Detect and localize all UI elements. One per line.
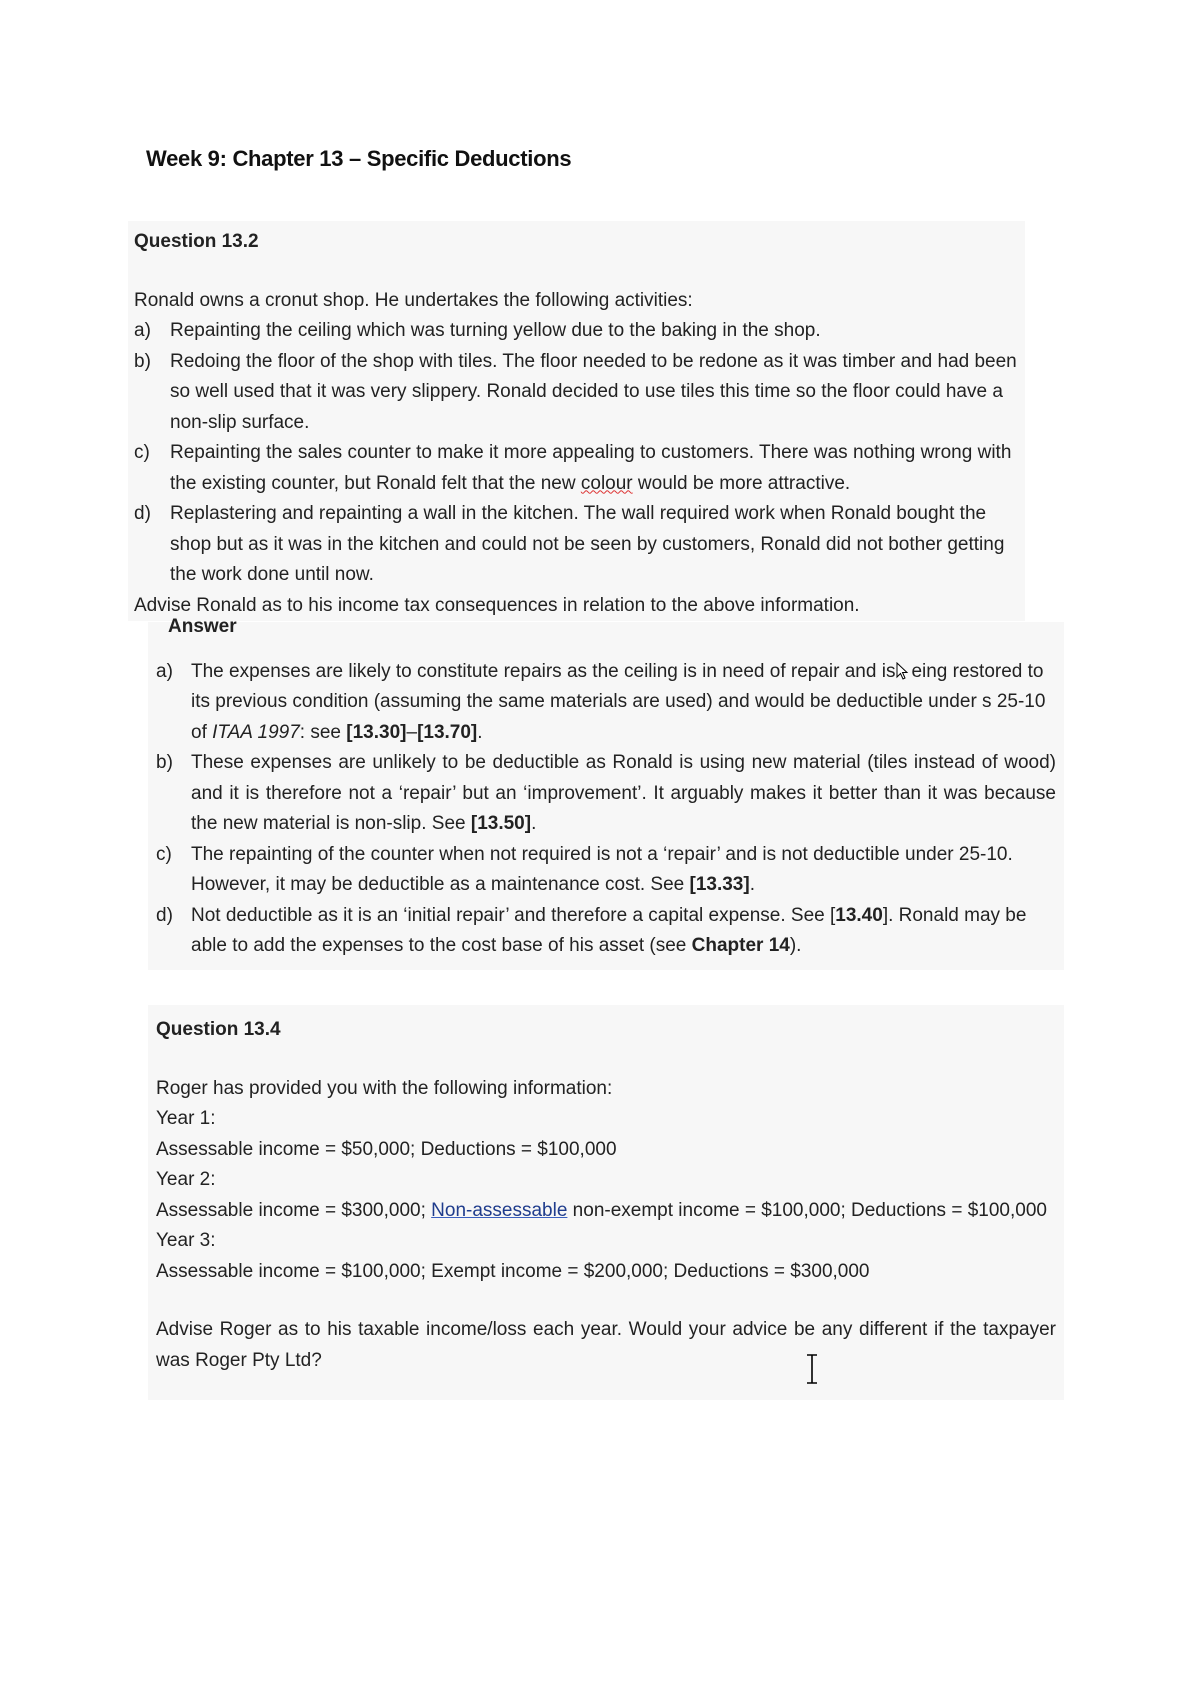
item-label: a) xyxy=(134,320,151,341)
answer-heading: Answer xyxy=(168,616,237,637)
answer-13-2 xyxy=(148,616,1064,970)
item-label: d) xyxy=(134,503,151,524)
item-text: Replastering and repainting a wall in the kitchen. The wall required work when Ronald bought the shop but as it was in the kitchen and could not be seen by customers, Ronald did not bother getting the work done until now. xyxy=(170,503,1005,585)
page-title: Week 9: Chapter 13 – Specific Deductions xyxy=(146,146,572,171)
year-label: Year 3: xyxy=(156,1230,216,1251)
year-values: Assessable income = $50,000; Deductions = $100,000 xyxy=(156,1138,617,1160)
question-intro: Ronald owns a cronut shop. He undertakes the following activities: xyxy=(134,289,693,311)
item-label: b) xyxy=(134,350,151,372)
question-closing: Advise Roger as to his taxable income/loss each year. Would your advice be any different if the taxpayer was Roger Pty Ltd? xyxy=(156,1319,1056,1371)
text-cursor-icon xyxy=(804,1354,820,1384)
list-item xyxy=(134,438,1019,499)
year-values: Assessable income = $100,000; Exempt income = $200,000; Deductions = $300,000 xyxy=(156,1260,870,1282)
list-item xyxy=(134,347,1019,439)
question-13-4 xyxy=(148,1005,1064,1400)
list-item xyxy=(156,840,1056,901)
question-13-2 xyxy=(128,221,1025,621)
year-label: Year 1: xyxy=(156,1108,216,1129)
item-label: c) xyxy=(134,442,150,463)
question-closing: Advise Ronald as to his income tax consequences in relation to the above information. xyxy=(134,594,860,616)
item-text: The repainting of the counter when not required is not a ‘repair’ and is not deductible under 25-10. However, it may be deductible as a maintenance cost. See [13.33]. xyxy=(191,843,1013,895)
item-text: Repainting the sales counter to make it more appealing to customers. There was nothing wrong with the existing counter, but Ronald felt that the new colour would be more attractive. xyxy=(170,442,1012,494)
item-text: Repainting the ceiling which was turning yellow due to the baking in the shop. xyxy=(170,320,821,341)
year-label: Year 2: xyxy=(156,1169,216,1190)
list-item xyxy=(156,657,1056,749)
item-label: b) xyxy=(156,752,173,773)
mouse-pointer-icon xyxy=(896,662,910,680)
item-label: d) xyxy=(156,904,173,926)
question-intro: Roger has provided you with the following information: xyxy=(156,1077,613,1099)
item-text: The expenses are likely to constitute repairs as the ceiling is in need of repair and is eing restored to its previous condition (assuming the same materials are used) and would be deductible under s 25-10 of ITAA 1997: see [13.30]–[13.70]. xyxy=(191,660,1046,743)
non-assessable-link[interactable]: Non-assessable xyxy=(431,1199,568,1221)
item-label: a) xyxy=(156,660,173,682)
item-label: c) xyxy=(156,843,172,865)
list-item xyxy=(134,316,1019,347)
item-text: These expenses are unlikely to be deductible as Ronald is using new material (tiles instead of wood) and it is therefore not a ‘repair’ but an ‘improvement’. It arguably makes it better than it was because the new material is non-slip. See [13.50]. xyxy=(191,752,1056,834)
item-text: Redoing the floor of the shop with tiles. The floor needed to be redone as it was timber and had been so well used that it was very slippery. Ronald decided to use tiles this time so the floor could have a non-slip surface. xyxy=(170,350,1017,433)
question-heading: Question 13.2 xyxy=(134,231,259,252)
question-heading: Question 13.4 xyxy=(156,1019,281,1040)
list-item xyxy=(156,748,1056,840)
list-item xyxy=(134,499,1019,591)
list-item xyxy=(156,901,1056,970)
spelling-flag: colour xyxy=(580,472,633,494)
item-text: Not deductible as it is an ‘initial repair’ and therefore a capital expense. See [13.40]. Ronald may be able to add the expenses to the cost base of his asset (see Chapter 14). xyxy=(191,904,1027,956)
year-values: Assessable income = $300,000; Non-assessable non-exempt income = $100,000; Deductions = $100,000 xyxy=(156,1199,1047,1221)
